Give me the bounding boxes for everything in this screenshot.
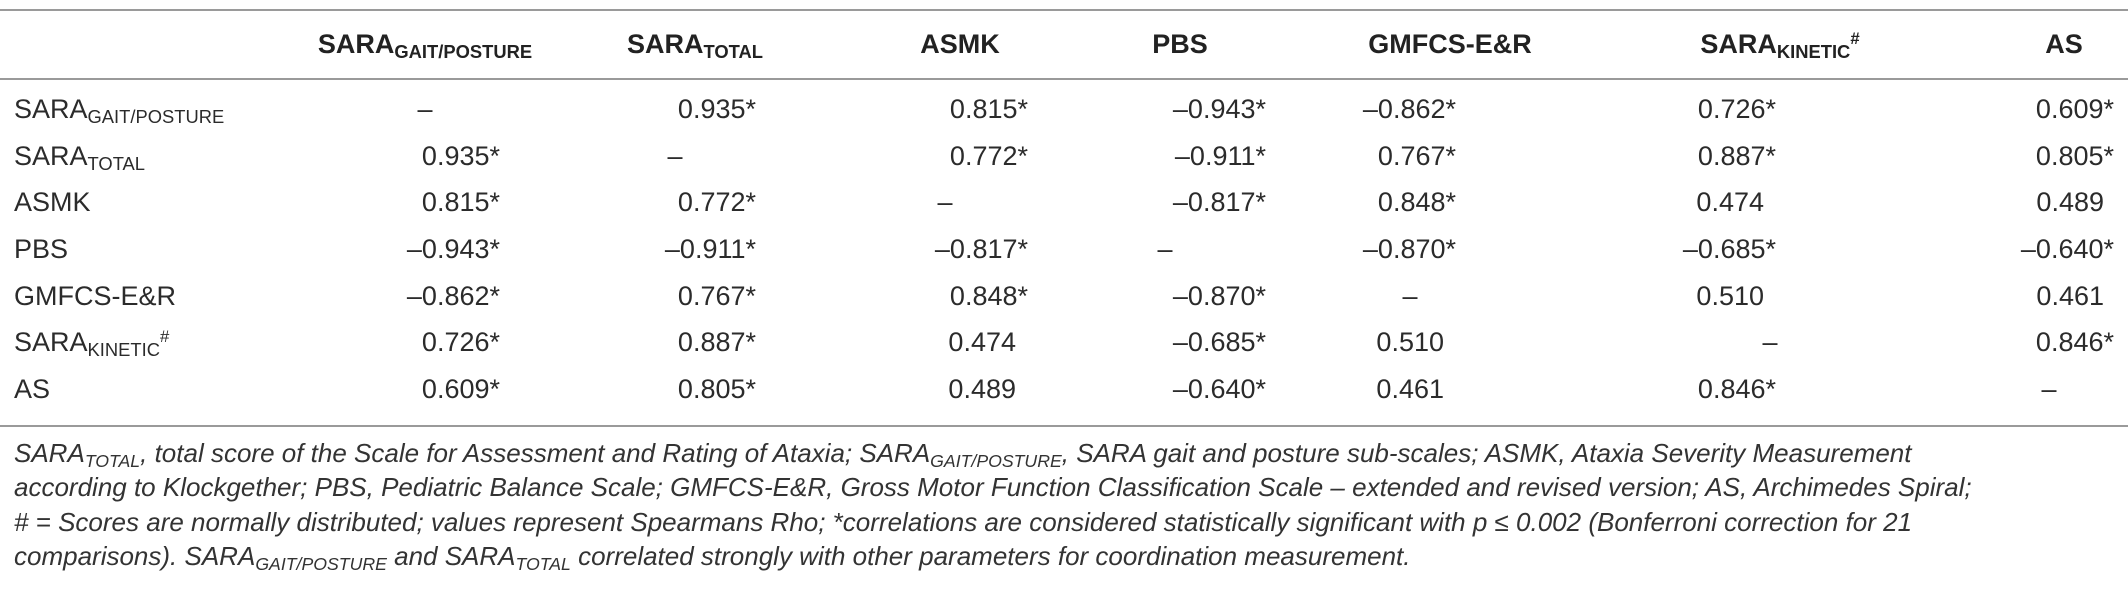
table-cell: 0.489	[948, 373, 1016, 404]
table-cell: 0.767*	[677, 280, 756, 311]
row-header: ASMK	[14, 187, 91, 218]
table-row	[0, 133, 2128, 180]
table-cell: 0.846*	[2035, 327, 2114, 358]
table-cell: 0.767*	[1377, 140, 1456, 171]
table-cell: 0.935*	[421, 140, 500, 171]
table-cell: –0.870*	[1362, 233, 1456, 264]
table-cell: –0.640*	[2020, 233, 2114, 264]
table-row	[0, 226, 2128, 273]
table-cell: –0.911*	[1174, 140, 1266, 171]
table-cell: 0.846*	[1697, 373, 1776, 404]
col-header: GMFCS-E&R	[1368, 29, 1532, 59]
table-row	[0, 366, 2128, 413]
table-row	[0, 319, 2128, 366]
table-cell: 0.510	[1696, 280, 1764, 311]
table-cell: 0.461	[2036, 280, 2104, 311]
table-cell: 0.489	[2036, 187, 2104, 218]
table-cell: –0.943*	[1172, 93, 1266, 124]
table-cell: –0.685*	[1682, 233, 1776, 264]
table-cell: 0.510	[1376, 327, 1444, 358]
table-cell: –0.817*	[934, 233, 1028, 264]
bottom-rule	[0, 425, 2128, 427]
table-cell: 0.887*	[1697, 140, 1776, 171]
correlation-table	[0, 11, 2128, 413]
footnote-line: comparisons). $SARA_{GAIT/POSTURE}$ and $SARA_{TOTAL}$ correlated strongly with other parameters for coordination measurement.	[14, 541, 1411, 575]
table-cell: 0.461	[1376, 373, 1444, 404]
col-header: $SARA_{KINETIC}^{\#}$	[1700, 28, 1860, 63]
row-header: GMFCS-E&R	[14, 280, 176, 311]
col-header: $SARA_{TOTAL}$	[626, 29, 763, 63]
table-cell: –0.943*	[406, 233, 500, 264]
footnote-line: according to Klockgether; PBS, Pediatric Balance Scale; GMFCS-E&R, Gross Motor Function Classification Scale – extended and revised version; AS, Archimedes Spiral;	[14, 472, 1972, 503]
table-cell: –0.870*	[1172, 280, 1266, 311]
row-header: $SARA_{TOTAL}$	[14, 140, 146, 174]
table-cell: 0.609*	[2035, 93, 2114, 124]
col-header: $SARA_{GAIT/POSTURE}$	[317, 29, 533, 63]
table-cell: 0.772*	[949, 140, 1028, 171]
table-cell: –0.862*	[1362, 93, 1456, 124]
table-cell: 0.848*	[949, 280, 1028, 311]
table-row	[0, 179, 2128, 226]
table-row	[0, 273, 2128, 320]
table-cell: 0.726*	[421, 327, 500, 358]
table-cell: 0.474	[1696, 187, 1764, 218]
col-header: AS	[2045, 29, 2083, 59]
row-header: $SARA_{KINETIC}^{\#}$	[14, 327, 170, 361]
table-cell: 0.474	[948, 327, 1016, 358]
table-row	[0, 78, 2128, 133]
col-header: PBS	[1152, 29, 1208, 59]
row-header: AS	[14, 373, 51, 404]
table-cell: 0.848*	[1377, 187, 1456, 218]
col-header: ASMK	[920, 29, 1000, 59]
corner-cell	[0, 11, 290, 78]
table-cell: 0.805*	[2035, 140, 2114, 171]
table-cell: 0.609*	[421, 373, 500, 404]
table-cell: 0.935*	[677, 93, 756, 124]
table-footnote	[14, 436, 2114, 574]
table-cell: –	[1402, 280, 1418, 311]
table-cell: –0.817*	[1172, 187, 1266, 218]
table-cell: –	[937, 187, 953, 218]
table-cell: –	[1157, 233, 1173, 264]
table-cell: 0.887*	[677, 327, 756, 358]
table-cell: 0.726*	[1697, 93, 1776, 124]
table-cell: 0.805*	[677, 373, 756, 404]
footnote-line: $SARA_{TOTAL}$, total score of the Scale for Assessment and Rating of Ataxia; $SARA_{GAIT/POSTURE}$, SARA gait and posture sub-scales; ASMK, Ataxia Severity Measurement	[14, 438, 1912, 471]
table-cell: –0.640*	[1172, 373, 1266, 404]
table-cell: –0.685*	[1172, 327, 1266, 358]
table-cell: 0.815*	[949, 93, 1028, 124]
header-row	[0, 11, 2128, 78]
row-header: PBS	[14, 233, 69, 264]
table-cell: –0.862*	[406, 280, 500, 311]
table-cell: –	[1762, 327, 1778, 358]
table-cell: 0.772*	[677, 187, 756, 218]
row-header: $SARA_{GAIT/POSTURE}$	[14, 93, 225, 127]
table-cell: –	[667, 140, 683, 171]
footnote-line: # = Scores are normally distributed; values represent Spearmans Rho; *correlations are considered statistically significant with p ≤ 0.002 (Bonferroni correction for 21	[14, 506, 1913, 537]
table-cell: –	[2041, 373, 2057, 404]
table-cell: 0.815*	[421, 187, 500, 218]
table-cell: –0.911*	[664, 233, 756, 264]
table-cell: –	[417, 93, 433, 124]
